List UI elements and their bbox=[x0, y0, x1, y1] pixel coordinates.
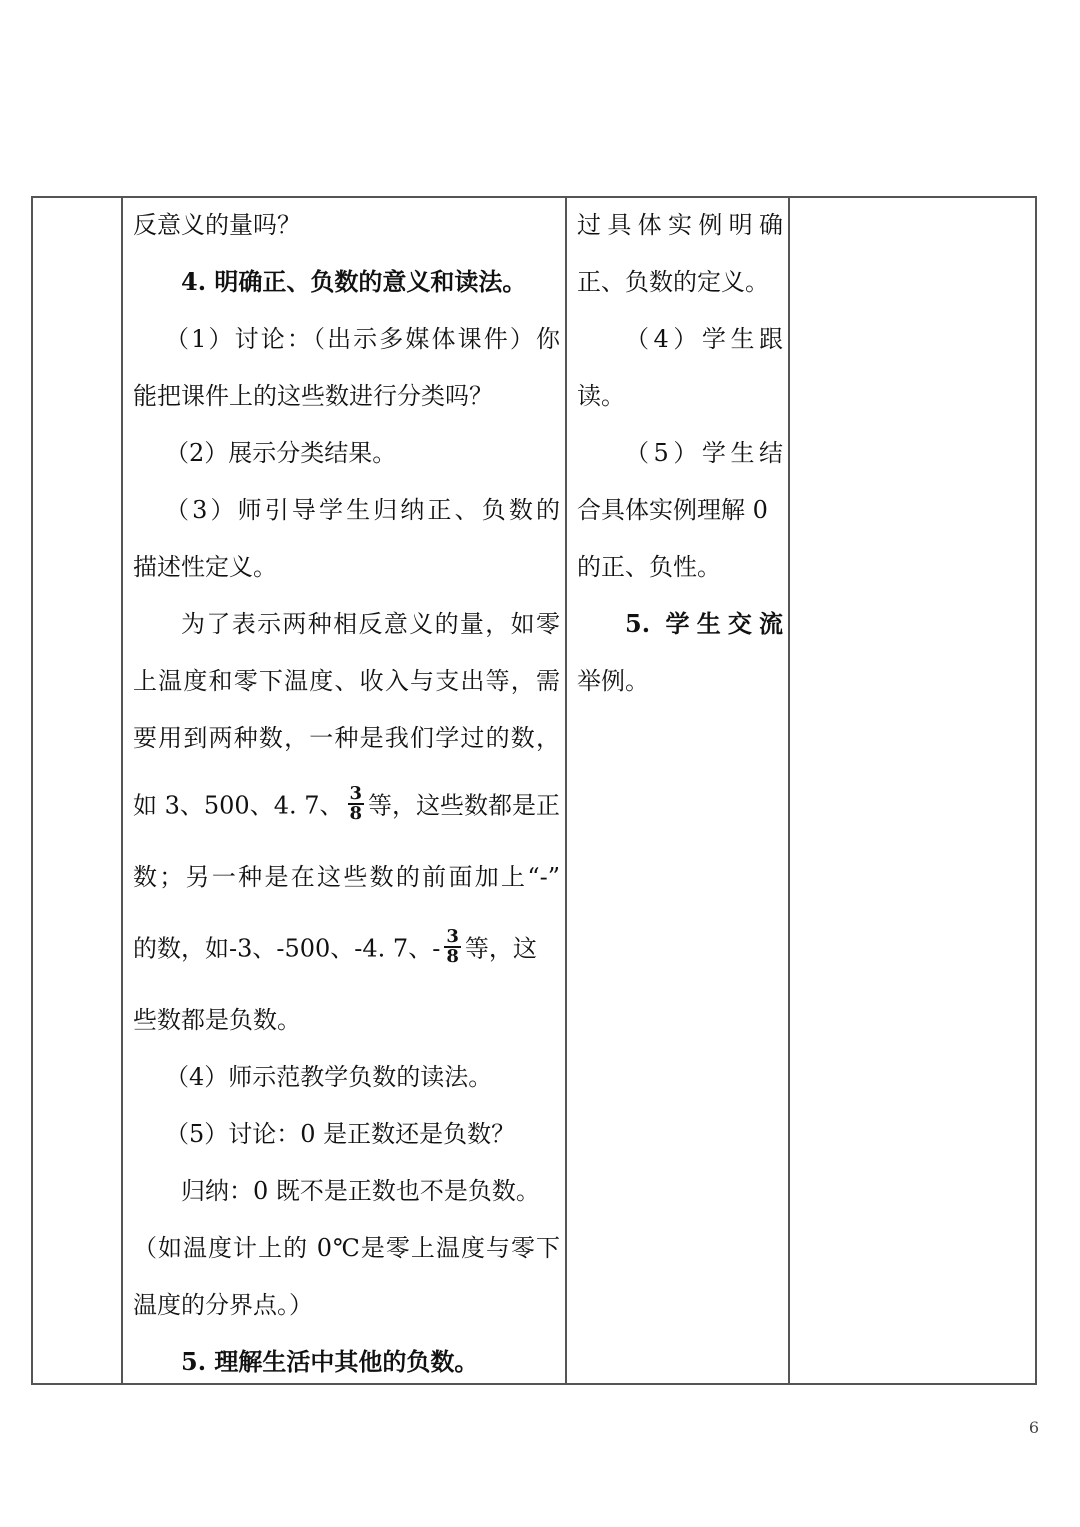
text-line: 数；另一种是在这些数的前面加上“-” bbox=[133, 863, 560, 891]
text-line: （2）展示分类结果。 bbox=[165, 439, 397, 467]
text-line: 的正、负性。 bbox=[577, 553, 721, 581]
text-line: 举例。 bbox=[577, 667, 649, 695]
section-heading: 5. 理解生活中其他的负数。 bbox=[181, 1347, 479, 1376]
fraction bbox=[444, 928, 461, 966]
text-line: （5）学生结 bbox=[625, 439, 783, 467]
column-divider-1 bbox=[121, 198, 123, 1383]
text-line: 要用到两种数，一种是我们学过的数， bbox=[133, 724, 560, 752]
text-line: 温度的分界点。） bbox=[133, 1291, 313, 1319]
text-line: 些数都是负数。 bbox=[133, 1006, 301, 1034]
text-line: （5）讨论：0 是正数还是负数？ bbox=[165, 1120, 516, 1148]
fraction bbox=[348, 785, 365, 823]
text-line: 正、负数的定义。 bbox=[577, 268, 769, 296]
text-line: 上温度和零下温度、收入与支出等，需 bbox=[133, 667, 560, 695]
text-segment: 如 3、500、4. 7、 bbox=[133, 791, 344, 820]
section-heading: 4. 明确正、负数的意义和读法。 bbox=[181, 267, 527, 296]
text-line: 描述性定义。 bbox=[133, 553, 277, 581]
lesson-plan-table bbox=[31, 196, 1037, 1385]
fraction-denominator: 8 bbox=[446, 946, 459, 967]
text-segment: 等，这些数都是正 bbox=[368, 791, 561, 820]
column-divider-2 bbox=[565, 198, 567, 1383]
text-line: 合具体实例理解 0 bbox=[577, 496, 768, 524]
column-divider-3 bbox=[788, 198, 790, 1383]
text-line: 为了表示两种相反意义的量，如零 bbox=[181, 610, 560, 638]
fraction-numerator: 3 bbox=[349, 783, 363, 804]
teacher-activity-column bbox=[133, 198, 560, 1383]
text-line: （4）学生跟 bbox=[625, 325, 783, 353]
text-segment: 等，这 bbox=[464, 934, 537, 963]
fraction-denominator: 8 bbox=[349, 803, 363, 824]
text-line: （4）师示范教学负数的读法。 bbox=[165, 1063, 493, 1091]
text-line: （1）讨论：（出示多媒体课件）你 bbox=[165, 325, 560, 353]
text-line-with-fraction bbox=[133, 926, 560, 967]
text-line: （如温度计上的 0℃是零上温度与零下 bbox=[133, 1234, 560, 1262]
student-activity-column bbox=[577, 198, 783, 1383]
text-line: 过具体实例明确 bbox=[577, 211, 783, 239]
text-line: 归纳：0 既不是正数也不是负数。 bbox=[181, 1177, 540, 1205]
fraction-numerator: 3 bbox=[446, 926, 459, 947]
text-segment: 的数，如-3、-500、-4. 7、- bbox=[133, 934, 441, 963]
page-number: 6 bbox=[1028, 1418, 1039, 1437]
text-line: （3）师引导学生归纳正、负数的 bbox=[165, 496, 560, 524]
text-line: 读。 bbox=[577, 382, 625, 410]
section-heading: 5. 学生交流 bbox=[625, 609, 783, 638]
text-line: 反意义的量吗？ bbox=[133, 211, 301, 239]
text-line-with-fraction bbox=[133, 783, 561, 824]
text-line: 能把课件上的这些数进行分类吗？ bbox=[133, 382, 493, 410]
